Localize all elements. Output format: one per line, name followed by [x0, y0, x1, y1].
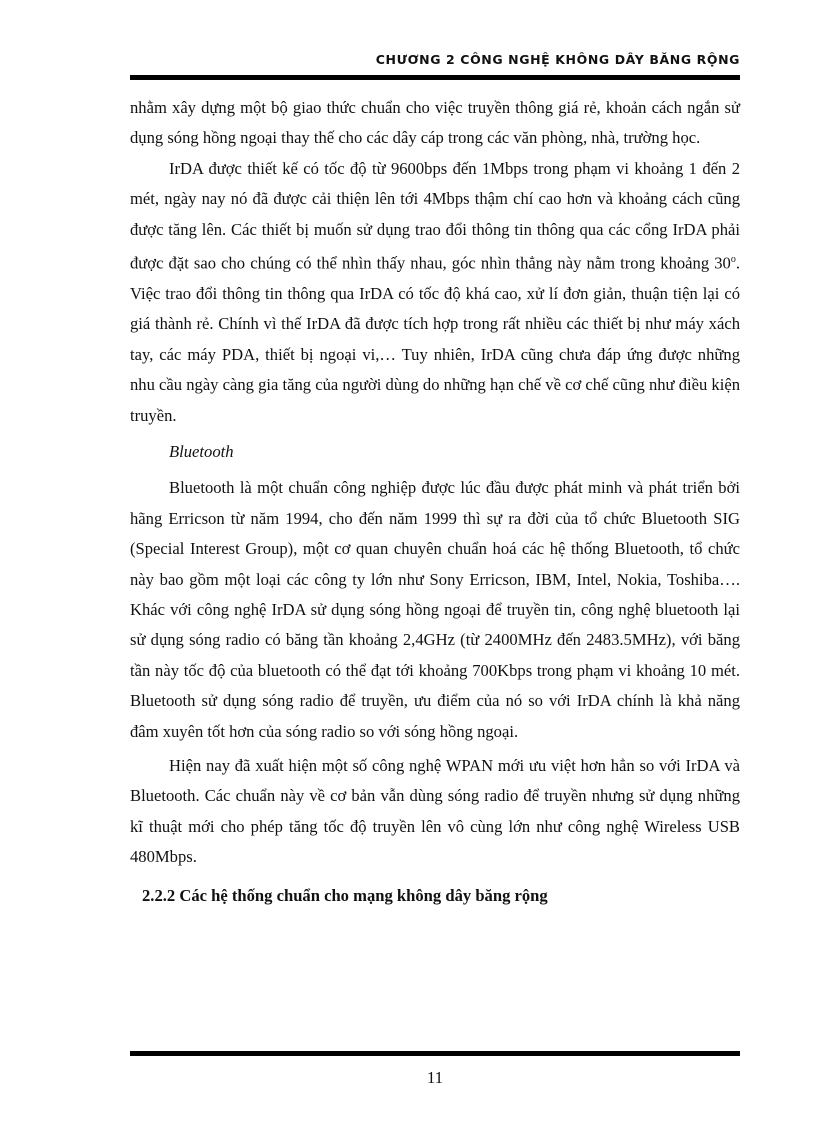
footer-rule	[130, 1051, 740, 1056]
paragraph-irda	[130, 154, 740, 431]
page-number: 11	[426, 1068, 444, 1087]
paragraph-1: nhằm xây dựng một bộ giao thức chuẩn cho việc truyền thông giá rẻ, khoản cách ngắn sử dụng sóng hồng ngoại thay thế cho các dây cáp trong các văn phòng, nhà, trường học.	[130, 98, 740, 148]
bluetooth-subheading: Bluetooth	[169, 442, 234, 461]
paragraph-irda-part1: IrDA được thiết kế có tốc độ từ 9600bps đến 1Mbps trong phạm vi khoảng 1 đến 2 mét, ngày nay nó đã được cải thiện lên tới 4Mbps thậm chí cao hơn và khoảng cách cũng được tăng lên. Các thiết bị muốn sử dụng trao đổi thông tin thông qua các cổng IrDA phải được đặt sao cho chúng có thể nhìn thấy nhau, góc nhìn thẳng này nằm trong khoảng 30	[130, 158, 740, 273]
paragraph-irda-part2: . Việc trao đổi thông tin thông qua IrDA có tốc độ khá cao, xử lí đơn giản, thuận tiện lại có giá thành rẻ. Chính vì thế IrDA đã được tích hợp trong rất nhiều các thiết bị như máy xách tay, các máy PDA, thiết bị ngoại vi,… Tuy nhiên, IrDA cũng chưa đáp ứng được những nhu cầu ngày càng gia tăng của người dùng do những hạn chế về cơ chế cũng như điều kiện truyền.	[130, 253, 740, 425]
page-body	[130, 93, 740, 911]
chapter-header: CHƯƠNG 2 CÔNG NGHỆ KHÔNG DÂY BĂNG RỘNG	[375, 52, 740, 67]
degree-superscript: o	[730, 254, 736, 266]
header-rule	[130, 75, 740, 80]
paragraph-bluetooth: Bluetooth là một chuẩn công nghiệp được lúc đầu được phát minh và phát triển bởi hãng Erricson từ năm 1994, cho đến năm 1999 thì sự ra đời của tổ chức Bluetooth SIG (Special Interest Group), một cơ quan chuyên chuẩn hoá các hệ thống Bluetooth, tổ chức này bao gồm một loại các công ty lớn như Sony Erricson, IBM, Intel, Nokia, Toshiba…. Khác với công nghệ IrDA sử dụng sóng hồng ngoại để truyền tin, công nghệ bluetooth lại sử dụng sóng radio có băng tần khoảng 2,4GHz (từ 2400MHz đến 2483.5MHz), với băng tần này tốc độ của bluetooth có thể đạt tới khoảng 700Kbps trong phạm vi khoảng 10 mét. Bluetooth sử dụng sóng radio để truyền, ưu điểm của nó so với IrDA chính là khả năng đâm xuyên tốt hơn của sóng radio so với sóng hồng ngoại.	[130, 478, 740, 741]
section-heading: 2.2.2 Các hệ thống chuẩn cho mạng không dây băng rộng	[142, 885, 548, 905]
paragraph-wpan: Hiện nay đã xuất hiện một số công nghệ WPAN mới ưu việt hơn hẳn so với IrDA và Bluetooth. Các chuẩn này về cơ bản vẫn dùng sóng radio để truyền nhưng sử dụng những kĩ thuật mới cho phép tăng tốc độ truyền lên vô cùng lớn như công nghệ Wireless USB 480Mbps.	[130, 756, 740, 867]
